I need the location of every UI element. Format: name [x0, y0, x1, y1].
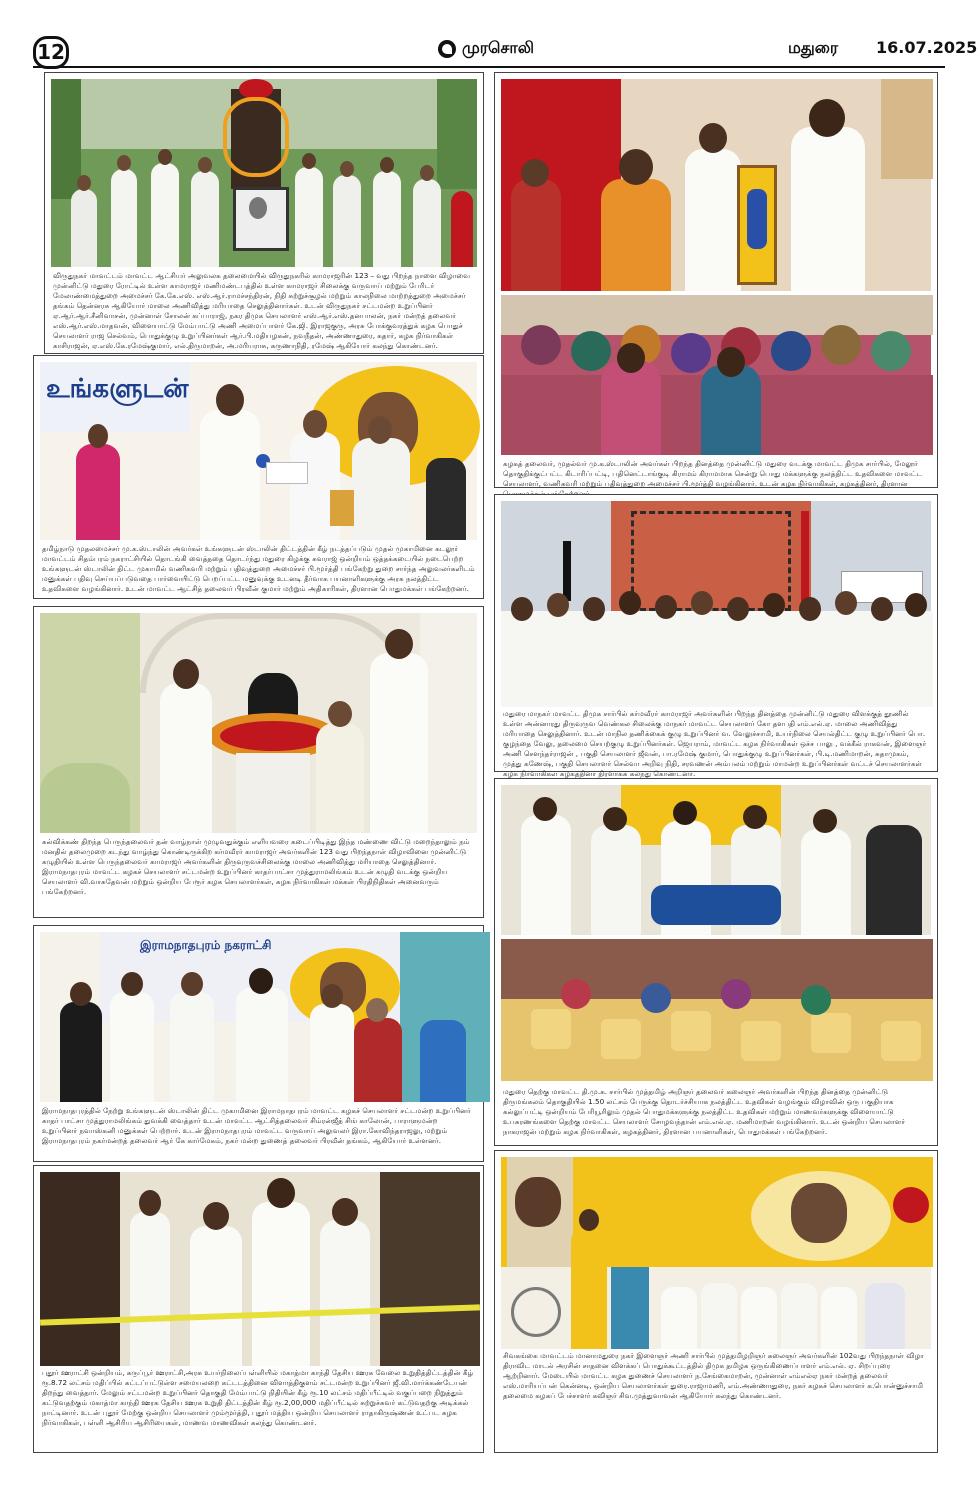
page-number: 12 — [33, 36, 69, 69]
photo-crowd-women — [501, 295, 931, 455]
photo-gift-portrait — [501, 79, 931, 291]
article-sivagangai — [494, 1150, 938, 1453]
photo-welfare-camp: உங்களுடன் — [40, 362, 477, 540]
camp-banner-title: இராமநாதபுரம் நகராட்சி — [140, 938, 272, 952]
photo-statue-garland — [40, 613, 477, 833]
edition-name: மதுரை — [788, 38, 839, 57]
article-ribbon-cutting — [33, 1165, 484, 1453]
article-kamarajar-statue — [33, 606, 484, 918]
caption-ungaludan-stalin: தமிழ்நாடு முதலமைச்சர் மு.க.ஸ்டாலின் அவர்கள் உங்களுடன் ஸ்டாலின் திட்டத்தின் கீழ் நடத்தப்படும் முதல் முகாமினை கடலூர் மாவட்டம் சிதம்பரம் நகராட்சியில் தொடங்கி வைத்ததை தொடர்ந்து மதுரை கிழக்கு சுவராஜ் ஒன்றியம் ஒத்தக்கடையில் நடைபெற்ற உங்களுடன் ஸ்டாலின் திட்ட முகாமில் வணிகவரி மற்றும் பதிவுத்துறை அமைச்சர் பி.மூர்த்தி பங்கேற்று துறை சார்ந்த அலுவலர்களிடம் மனுக்கள் பதிவு செய்யப்படுவதை பார்வையிட்டு பெறப்பட்ட மனுவுக்கு உடனடி தீர்வாக பயனாளிகளுக்கு அரசு நலத்திட்ட உதவிகளை வழங்கினார். உடன் மாவட்ட ஆட்சித் தலைவர் பிரவீன் குமார் மற்றும் அதிகாரிகள், திரளான பொதுமக்கள் பங்கேற்றனர். — [42, 544, 475, 593]
caption-kamarajar-statue: கல்விக்கண் திறந்த பெருந்தலைவர் தன் வாழ்நாள் முழுவதுக்கும் எளியவரை கடைப்பிடித்து இந்த மண்ணை விட்டு மறைந்தாலும் நம் மனதில் தலைமுறை கடந்து வாழ்ந்து கொண்டிருக்கிற கர்மவீரர் காமராஜர் அவர்களின் 123 வது பிறந்தநாள் விழாவினை முன்னிட்டு கழுதியில் உள்ள பெருந்தலைவர் காமராஜர் அவர்களின் திருவுருவச்சிலைக்கு மாலை அணிவித்து மரியாதை செலுத்தினார். இராமநாதபுரம் மாவட்ட கழகச் செயலாளர் சட்டமன்ற உறுப்பினர் காதர்பாட்சா முத்துராமலிங்கம் உடன் கழுதி வடக்கு ஒன்றிய செயலாளர் வி.வாசுதேவன் மற்றும் ஒன்றிய பேரூர் கழக செயலாளர்கள், கழக நிர்வாகிகள் மக்கள் பிரதிநிதிகள் அனைவரும் பங்கேற்றனர். — [42, 837, 470, 896]
article-madurai-city — [494, 494, 938, 778]
caption-virudhunagar: விருதுநகர் மாவட்டம் மாவட்ட ஆட்சியர் அலுவலக தலைமையில் விருதுநகரில் காமராஜரின் 123 – வது பிறந்த நாளை விழாவை முன்னிட்டு மதுரை ரோட்டில் உள்ள காமராஜர் மணிமண்டபத்தில் உள்ள காமராஜர் சிலைக்கு வருவாய் மற்றும் பேரிடர் மேலாண்மைத்துறை அமைச்சர் கே.கே.எஸ். எஸ்.ஆர்.ராமச்சந்திரன், நிதி சுற்றுச்சூழல் மற்றும் காலநிலை மாற்றத்துறை அமைச்சர் தங்கம் தென்னரசு ஆகியோர் மாலை அணிவித்து மரியாதை செலுத்தினார்கள். உடன் விருதுநகர் சட்டமன்ற உறுப்பினர் ஏ.ஆர்.ஆர்.சீனிவாசன், முன்னாள் சோலன் சுப்பாராஜ், நகர திமுக செயலாளர் எஸ்.ஆர்.எஸ்.தனபாலன், நகர் மன்றத் தலைவர் எஸ்.ஆர்.எஸ்.மாதவன், விளையாட்டு மேம்பாட்டு அணி அமைப்பாளர் கே.ஜி. இராஜகுரு, அரசு போக்குவரத்துக் கழக பொதுச் செயலாளர் ராஜ செல்வம், பொதுக்குழு உறுப்பினர்கள் ஆர்.பி.மதியழகன், நவநீதன், அண்ணாதுரை, கதார், கழக நிர்வாகிகள் காசிராஜன், ஏ.எஸ்.கே.ரமேஷ்குமார், எல்.திருமாறன், அ.மரியராசு, கருணாநிதி, ரமேஷ் ஆகியோர் கலந்து கொண்டனர். — [53, 271, 471, 350]
photo-students-bags — [501, 785, 931, 935]
caption-ribbon-cutting: புதூர் ஊராட்சி ஒன்றியம், கருப்பூர் ஊராட்சி,அரசு உயர்நிலைப்பள்ளியில் மகாத்மா காந்தி தேசிய ஊரக வேலை உறுதித்திட்டத்தின் கீழ் ரூ.8.72 லட்சம் மதிப்பில் கட்டப்பட்டுள்ள சமையலறை கட்டடத்தினை விளாத்திகுளம் சட்டமன்ற உறுப்பினர் ஜீ.வி.மார்க்கண்டேயன் திறந்து வைத்தார். மேலும் சட்டமன்ற உறுப்பினர் தொகுதி மேம்பாட்டு நிதியின் கீழ் ரூ.10 லட்சம் மதிப்பீட்டில் வகுப்பறை நிறுத்தும் கட்டுவதற்கும் மகாத்மா காந்தி ஊரக தேசிய ஊரக உறுதி திட்டத்தின் கீழ் ரூ.2,00,000 மதிப்பீட்டில் சுற்றுச்சுவர் கட்டுவதற்கு அடிக்கல் நாட்டினார். உடன் புதூர் மேற்கு ஒன்றிய செயலாளர் மும்மூர்த்தி, புதூர் மத்திய ஒன்றிய செயலாளர் ராதாகிருஷ்ணன் உட்பட கழக நிர்வாகிகள், பள்ளி ஆசிரிய ஆசிரியைகள், மாணவ மாணவிகள் கலந்து கொண்டனர். — [42, 1368, 474, 1427]
article-students-welfare — [494, 778, 938, 1146]
article-ramanathapuram — [33, 925, 484, 1162]
paper-name: முரசொலி — [462, 38, 534, 57]
caption-madurai-city: மதுரை மாநகர் மாவட்ட திமுக சார்பில் கர்மவீரர் காமராஜர் அவர்களின் பிறந்த தினத்தை முன்னிட்டு மதுரை விளக்குத் தூணில் உள்ள அன்னாரது திருவுருவ வெண்கல சிலைக்கு மாநகர் மாவட்ட செயலாளர் கோ தளபதி எம்.எல்.ஏ. மாலை அணிவித்து மரியாதை செலுத்தினார். உடன் மாநில தணிக்கைக் குழு உறுப்பினர் வ. வேலுச்சாமி, உயர்நிலை செயல்திட்ட குழு உறுப்பினர் பொ. குழந்தை வேலு, தலைமை செயற்குழு உறுப்பினர்கள். ஜெயராம், மாவட்ட கழக நிர்வாகிகள் ஒச்ச பாலு , வக்கீல் ராகவன், இளைஞர் அணி சௌந்தர்ராஜன் , பகுதி செயலாளர் ஜீவன், பா.ரமேஷ் குமார், பொதுக்குழு உறுப்பினர்கள், பி.டி.மணிமாறன், சுதாமுகம், முத்து கணேஷ், பகுதி செயலாளர் செல்வா அறிவு நிதி, சரவணன் அம்பலம் மற்றும் மாமன்ற உறுப்பினர்கள் வட்டச் செயலாளர்கள் கழக நிர்வாகிகள் கழகத்தினர் திரளாகக் கலந்து கொண்டனர். — [503, 709, 927, 778]
article-ungaludan-stalin — [33, 355, 484, 599]
photo-audience-chairs — [501, 939, 931, 1081]
photo-kamarajar-memorial — [51, 79, 477, 267]
photo-stage-meeting — [501, 1157, 931, 1349]
murasoli-logo-icon — [438, 40, 456, 58]
article-photo-distribution — [494, 72, 938, 488]
caption-ramanathapuram: இராமநாதபுரத்தில் நேற்று உங்களுடன் ஸ்டாலின் திட்ட முகாமினை இராமநாதபுரம் மாவட்ட கழகச் செயலாளர் சட்டமன்ற உறுப்பினர் காதர் பாட்சா முத்துராமலிங்கம் துவக்கி வைத்தார் உடன் மாவட்ட ஆட்சித்தலைவர் சிம்ரன்ஜீத் சிங் காலோன், பாராளுமன்ற உறுப்பினர் நவாஸ்கனி மனுக்கள் பெற்றார். உடன் இராமநாதபுரம் மாவட்ட வருவாய் அலுவலர் இரா.கோவிந்தராஜலு, மற்றும் இராமநாதபுரம் நகர்மன்றத் தலைவர் ஆர் கே கார்மேகம், நகர் மன்ற துணைத் தலைவர் பிரவீன் தங்கம், ஆகியோர் உள்ளனர். — [42, 1106, 471, 1145]
caption-sivagangai: சிவகங்கை மாவட்டம் மானாமதுரை நகர் இளைஞர் அணி சார்பில் முத்தமிழறிஞர் கலைஞர் அவர்களின் 102வது பிறந்தநாள் விழா திராவிட மாடல் அரசின் சாதனை விளக்கப் பொதுக்கூட்டத்தில் திமுக தமிழக ஒருங்கிணைப்பாளர் எம்.எல். ஏ. சிறப்புரை ஆற்றினார். மேடையில் மாவட்ட கழக துணைச் செயலாளர் ந.சேங்கைமாறன், முன்னாள் எம்எல்ஏ நகர் மன்றத் தலைவர் எஸ்.மாரியப்பன் கென்னடி, ஒன்றிய செயலாளர்கள் துரை.ராஜாமணி, எம்.அண்ணாதுரை, நகர் கழகச் செயலாளர் க.பொன்னுச்சாமி தலைமை கழகப் பேச்சாளர் கவிஞர் சிவ.முத்துவாவன் ஆகியோர் கலந்து கொண்டனர். — [503, 1351, 925, 1400]
issue-date: 16.07.2025 — [876, 38, 977, 57]
caption-students-welfare: மதுரை தெற்கு மாவட்ட தி.மு.க. சார்பில் முத்தமிழ் அறிஞர் தலைவர் கலைஞர் அவர்களின் பிறந்த தினத்தை முன்னிட்டு திருமங்கலம் தொகுதியில் 1.50 லட்சம் பேருக்கு தொடர்ச்சியாக நலத்திட்ட உதவிகள் வழங்கும் விழாவின் ஒரு பகுதியாக கல்லுப்பட்டி ஒன்றியம் பேரியூரிலும் முதல் பொதுமக்களுக்கு நலத்திட்ட உதவிகள் மற்றும் மாணவர்களுக்கு விளையாட்டு உபகரணங்களை தெற்கு மாவட்ட செயலாளர் சோழவந்தான் எம்.எல்.ஏ. மணிமாறன் வழங்கினார். உடன் ஒன்றிய செயலாளர் நாகராஜன் மற்றும் கழக நிர்வாகிகள், கழகத்தினர், திரளான பயனாளிகள், பொதுமக்கள் பங்கேற்றனர். — [503, 1087, 906, 1136]
caption-photo-distribution: கழகத் தலைவர், முதல்வர் மு.க.ஸ்டாலின் அவர்கள் பிறந்த தினத்தை முன்னிட்டு மதுரை வடக்கு மாவட்ட திமுக சார்பில், மேலூர் தொகுதிக்குட்பட்ட கிடாரிப்பட்டி, பதினெட்டாங்குடி கிராமம் கிராமமாக சென்று பொது மக்களுக்கு நலத்திட்ட உதவிகளை மாவட்ட செயலாளர், வணிகவரி மற்றும் பதிவுத்துறை அமைச்சர் பி.மூர்த்தி வழங்கினார். உடன் கழக நிர்வாகிகள், கழகத்தினர், திரளான — [503, 459, 923, 488]
photo-madurai-garland — [501, 501, 931, 707]
masthead — [438, 38, 534, 59]
page-header — [0, 0, 977, 64]
header-rule — [33, 66, 945, 68]
photo-ribbon-cutting — [40, 1172, 477, 1366]
article-virudhunagar — [44, 72, 484, 354]
photo-ramanathapuram-camp — [40, 932, 477, 1102]
